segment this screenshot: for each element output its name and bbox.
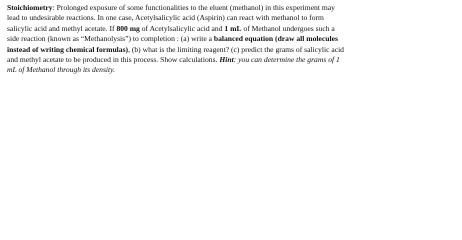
aspirin-mass: 800 mg: [116, 23, 140, 33]
text-segment: , (b) what is the limiting reagent? (c) predict the grams of salicylic acid: [128, 44, 344, 54]
text-segment: of Methanol undergoes such a: [241, 23, 335, 33]
question-line-1: [7, 3, 456, 13]
hint-text: : you can determine the grams of 1: [233, 55, 340, 65]
question-text: : Prolonged exposure of some functionalities to the eluent (methanol) in this experiment may: [52, 3, 335, 12]
question-line-6: [7, 55, 456, 65]
text-segment: side reaction (known as “Methanolysis”) to completion : (a) write a: [7, 34, 214, 44]
question-line-7: mL of Methanol through its density.: [7, 65, 116, 75]
question-label: Stoichiometry: [7, 3, 53, 12]
text-segment: salicylic acid and methyl acetate. If: [7, 23, 117, 33]
text-segment: and methyl acetate to be produced in this process. Show calculations.: [7, 55, 220, 65]
stoichiometry-question: [0, 0, 462, 87]
question-line-3: [7, 24, 456, 34]
balanced-equation-instruction: balanced equation (draw all molecules: [213, 34, 338, 44]
question-line-5: [7, 45, 456, 55]
text-segment: of Acetylsalicylic acid and: [139, 23, 225, 33]
hint-label: Hint: [219, 55, 234, 65]
methanol-volume: 1 mL: [224, 23, 242, 33]
balanced-equation-instruction-cont: instead of writing chemical formulas): [7, 44, 129, 54]
question-line-2: lead to undesirable reactions. In one case, Acetylsalicylic acid (Aspirin) can react with methanol to form: [7, 13, 324, 23]
question-line-4: [7, 34, 456, 44]
